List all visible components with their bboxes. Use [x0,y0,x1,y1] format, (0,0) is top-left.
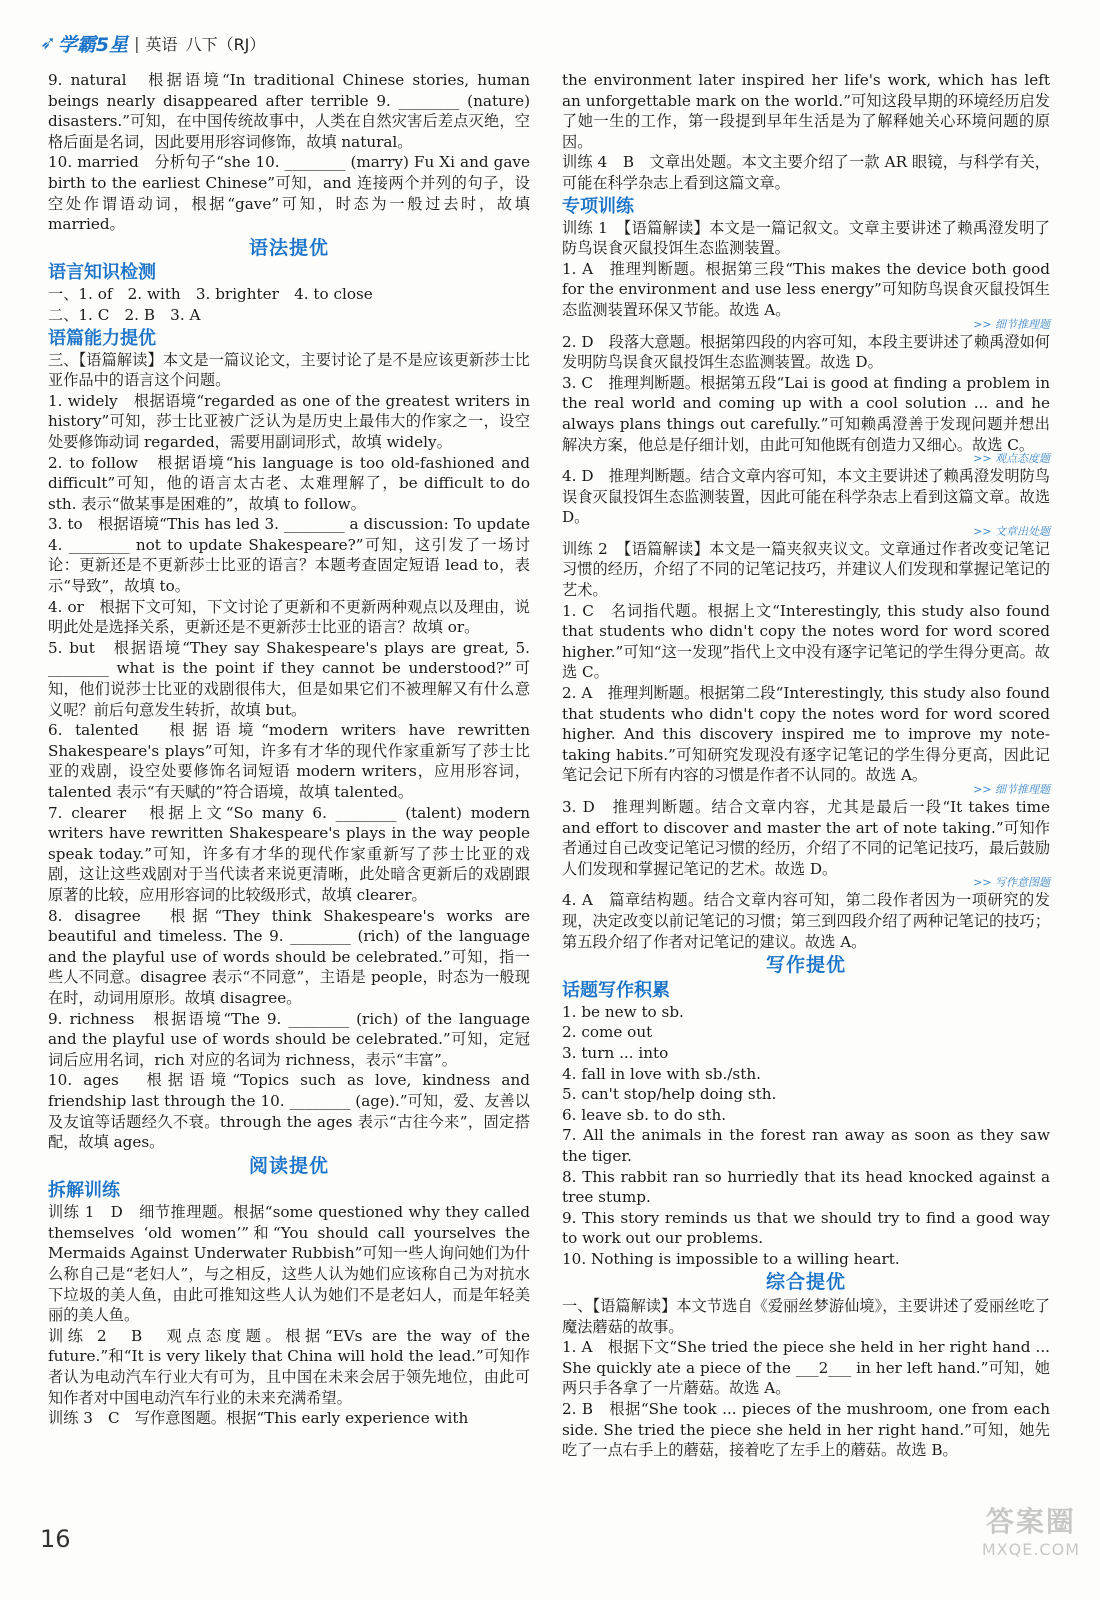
answer-paragraph: 10. Nothing is impossible to a willing heart. [562,1249,900,1268]
watermark-logo: 答案圈 [985,1505,1076,1538]
feather-icon: ➶ [40,32,56,54]
right-column [562,70,1050,1461]
answer-paragraph: 二、1. C 2. B 3. A [48,305,201,324]
answer-paragraph: 一、【语篇解读】本文节选自《爱丽丝梦游仙境》，主要讲述了爱丽丝吃了魔法蘑菇的故事。 [562,1297,1050,1336]
question-type-tag: >> 观点态度题 [973,452,1050,466]
answer-paragraph: 3. turn ... into [562,1043,669,1062]
question-type-tag: >> 细节推理题 [973,317,1050,331]
answer-paragraph: 10. ages 根据语境“Topics such as love, kindness and friendship last through the 10. ________ (age).”可知，爱、友善以及友谊等话题经久不衰。through the ages 表示“古往今来”，固定搭配，故填 ages。 [48,1071,530,1152]
subsection-heading: 话题写作积累 [562,979,670,1001]
subsection-heading: 拆解训练 [48,1180,120,1202]
answer-paragraph: 4. or 根据下文可知，下文讨论了更新和不更新两种观点以及理由，说明此处是选择关系，更新还是不更新莎士比亚的语言？故填 or。 [48,597,530,637]
page-header [40,30,265,56]
answer-paragraph: the environment later inspired her life's work, which has left an unforgettable mark on the world.”可知这段早期的环境经历启发了她一生的工作，第一段提到早年生活是为了解释她关心环境问题的原因。 [562,71,1050,151]
answer-paragraph: 7. clearer 根据上文“So many 6. ________ (talent) modern writers have rewritten Shakespeare's plays in the way people speak today.”可知，许多有才华的现代作家重新写了莎士比亚的戏剧，这让这些戏剧对于当代读者来说更清晰，此处暗含更新后的戏剧跟原著的比较，应用形容词的比较级形式，故填 clearer。 [48,803,530,904]
answer-paragraph: 三、【语篇解读】本文是一篇议论文，主要讨论了是不是应该更新莎士比亚作品中的语言这个问题。 [48,350,530,390]
answer-paragraph: 5. can't stop/help doing sth. [562,1085,777,1104]
answer-paragraph: 一、1. of 2. with 3. brighter 4. to close [48,285,373,304]
answer-paragraph: 训练 2 B 观点态度题。根据“EVs are the way of the future.”和“It is very likely that China will hold the lead.”可知作者认为电动汽车行业大有可为，且中国在未来会居于领先地位，由此可知作者对中国电动汽车行业的未来充满希望。 [48,1326,530,1407]
answer-paragraph: 4. A 篇章结构题。结合文章内容可知，第二段作者因为一项研究的发现，决定改变以前记笔记的习惯；第三到四段介绍了两种记笔记的技巧；第五段介绍了作者对记笔记的建议。故选 A。 [562,891,1050,951]
answer-paragraph: 3. D 推理判断题。结合文章内容，尤其是最后一段“It takes time and effort to discover and master the art of note taking.”可知作者通过自己改变记笔记习惯的经历，介绍了不同的记笔记技巧，最后鼓励人们发现和掌握记笔记的艺术。故选 D。 [562,798,1050,878]
answer-paragraph: 1. A 推理判断题。根据第三段“This makes the device both good for the environment and use less energy”可知防鸟误食灭鼠投饵生态监测装置环保又节能。故选 A。 [562,259,1050,319]
subsection-heading: 语篇能力提优 [48,327,156,349]
answer-paragraph: 2. D 段落大意题。根据第四段的内容可知，本段主要讲述了赖禹澄如何发明防鸟误食灭鼠投饵生态监测装置。故选 D。 [562,332,1050,372]
answer-paragraph: 6. talented 根据语境“modern writers have rewritten Shakespeare's plays”可知，许多有才华的现代作家重新写了莎士比亚的戏剧，设空处要修饰名词短语 modern writers，应用形容词，talented 表示“有天赋的”符合语境，故填 talented。 [48,721,530,801]
answer-paragraph: 3. C 推理判断题。根据第五段“Lai is good at finding a problem in the real world and coming up with a cool solution ... and he always plans things out carefully.”可知赖禹澄善于发现问题并想出解决方案，他总是仔细计划，由此可知他既有创造力又细心。故选 C。 [562,373,1050,454]
question-type-tag: >> 文章出处题 [973,524,1050,538]
answer-paragraph: 3. to 根据语境“This has led 3. ________ a discussion: To update 4. ________ not to update Shakespeare?”可知，这引发了一场讨论：更新还是不更新莎士比亚的语言？本题考查固定短语 lead to，表示“导致”，故填 to。 [48,515,530,596]
subsection-heading: 语言知识检测 [48,262,156,284]
answer-paragraph: 训练 2 【语篇解读】本文是一篇夹叙夹议文。文章通过作者改变记笔记习惯的经历，介绍了不同的记笔记技巧，并建议人们发现和掌握记笔记的艺术。 [562,539,1050,600]
watermark-url: MXQE.COM [981,1540,1080,1559]
answer-paragraph: 训练 1 D 细节推理题。根据“some questioned why they called themselves ‘old women’”和“You should call yourselves the Mermaids Against Underwater Rubbish”可知一些人询问她们为什么称自己是“老妇人”，与之相反，这些人认为她们应该称自己为对抗水下垃圾的美人鱼，由此可推知这些人认为她们不是老妇人，而是年轻美丽的美人鱼。 [48,1203,530,1325]
left-column [48,70,530,1429]
answer-paragraph: 2. come out [562,1023,653,1042]
header-subject: 英语 [145,34,178,54]
brand-logo [40,30,128,57]
question-type-tag: >> 写作意图题 [973,876,1050,890]
section-heading: 综合提优 [765,1271,846,1294]
answer-paragraph: 9. natural 根据语境“In traditional Chinese stories, human beings nearly disappeared after terrible 9. ________ (nature) disasters.”可知，在中国传统故事中，人类在自然灾害后差点灭绝，空格后面是名词，因此要用形容词修饰，故填 natural。 [48,71,530,151]
section-heading: 写作提优 [765,954,846,977]
answer-paragraph: 7. All the animals in the forest ran away as soon as they saw the tiger. [562,1126,1050,1165]
brand-name: 学霸5星 [57,33,129,56]
answer-paragraph: 训练 4 B 文章出处题。本文主要介绍了一款 AR 眼镜，与科学有关，可能在科学杂志上看到这篇文章。 [562,153,1050,192]
header-divider: | [134,33,140,53]
answer-paragraph: 6. leave sb. to do sth. [562,1105,727,1124]
answer-paragraph: 4. fall in love with sb./sth. [562,1064,761,1083]
answer-paragraph: 2. B 根据“She took ... pieces of the mushroom, one from each side. She tried the piece she held in her right hand.”可知，她先吃了一点右手上的蘑菇，接着吃了左手上的蘑菇。故选 B。 [562,1400,1050,1460]
answer-paragraph: 9. This story reminds us that we should try to find a good way to work out our problems. [562,1208,1050,1248]
answer-paragraph: 2. A 推理判断题。根据第二段“Interestingly, this study also found that students who didn't copy the notes word for word scored higher. And this discovery inspired me to improve my note-taking habits.”可知研究发现没有逐字记笔记的学生得分更高，因此记笔记会记下所有内容的习惯是作者不认同的。故选 A。 [562,684,1050,785]
answer-paragraph: 训练 3 C 写作意图题。根据“This early experience with [48,1409,469,1428]
answer-paragraph: 8. This rabbit ran so hurriedly that its head knocked against a tree stump. [562,1167,1050,1207]
answer-paragraph: 训练 1 【语篇解读】本文是一篇记叙文。文章主要讲述了赖禹澄发明了防鸟误食灭鼠投饵生态监测装置。 [562,218,1050,258]
subsection-heading: 专项训练 [562,195,634,217]
answer-paragraph: 5. but 根据语境“They say Shakespeare's plays are great, 5. ________ what is the point if they cannot be understood?”可知，他们说莎士比亚的戏剧很伟大，但是如果它们不被理解又有什么意义呢？前后句意发生转折，故填 but。 [48,638,530,719]
answer-paragraph: 8. disagree 根据“They think Shakespeare's works are beautiful and timeless. The 9. ________ (rich) of the language and the playful use of words should be celebrated.”可知，指一些人不同意。disagree 表示“不同意”，主语是 people，时态为一般现在时，动词用原形。故填 disagree。 [48,906,530,1007]
watermark [982,1500,1080,1559]
page-number: 16 [40,1525,71,1553]
section-heading: 阅读提优 [248,1154,329,1177]
answer-paragraph: 1. widely 根据语境“regarded as one of the greatest writers in history”可知，莎士比亚被广泛认为是历史上最伟大的作家之一，设空处要修饰动词 regarded，需要用副词形式，故填 widely。 [48,391,530,451]
answer-paragraph: 4. D 推理判断题。结合文章内容可知，本文主要讲述了赖禹澄发明防鸟误食灭鼠投饵生态监测装置，因此可能在科学杂志上看到这篇文章。故选 D。 [562,467,1050,527]
answer-paragraph: 1. be new to sb. [562,1002,684,1021]
answer-paragraph: 1. C 名词指代题。根据上文“Interestingly, this study also found that students who didn't copy the notes word for word scored higher.”可知“这一发现”指代上文中没有逐字记笔记的学生得分更高。故选 C。 [562,601,1050,682]
answer-paragraph: 2. to follow 根据语境“his language is too old-fashioned and difficult”可知，他的语言太古老、太难理解了，be difficult to do sth. 表示“做某事是困难的”，故填 to follow。 [48,453,530,513]
section-heading: 语法提优 [248,236,329,259]
answer-paragraph: 10. married 分析句子“she 10. ________ (marry) Fu Xi and gave birth to the earliest Chinese”可知，and 连接两个并列的句子，设空处作谓语动词，根据“gave”可知，时态为一般过去时，故填 married。 [48,153,530,234]
answer-paragraph: 1. A 根据下文“She tried the piece she held in her right hand ... She quickly ate a piece of the ___2___ in her left hand.”可知，她两只手各拿了一片蘑菇。故选 A。 [562,1338,1050,1398]
answer-paragraph: 9. richness 根据语境“The 9. ________ (rich) of the language and the playful use of words should be celebrated.”可知，定冠词后应用名词，rich 对应的名词为 richness，表示“丰富”。 [48,1009,530,1069]
header-grade: 八下（RJ） [185,34,266,54]
question-type-tag: >> 细节推理题 [973,783,1050,796]
